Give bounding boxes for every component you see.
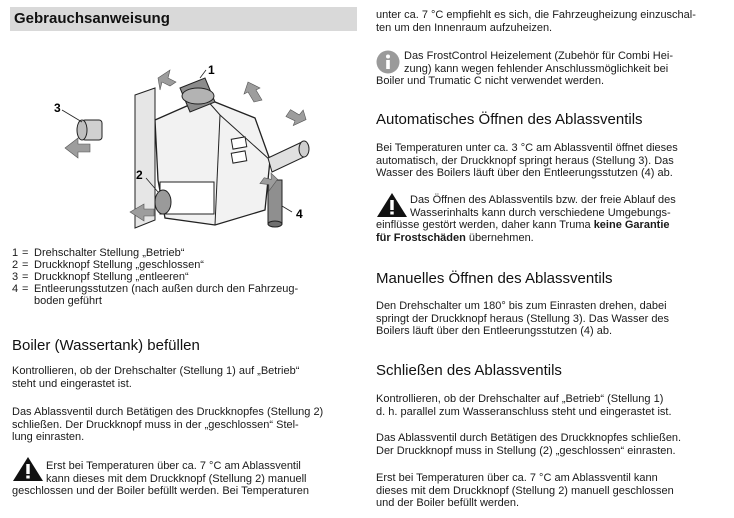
warning-paragraph: Erst bei Temperaturen über ca. 7 °C am Ablassventil kann dieses mit dem Druckknopf (Stellung 2) manuell geschlossen und der Boiler befüllt werden. Bei Temperaturen xyxy=(12,460,309,498)
paragraph: Kontrollieren, ob der Drehschalter (Stellung 1) auf „Betrieb“ steht und eingerastet ist. xyxy=(12,365,300,390)
arrow xyxy=(158,70,176,90)
warning-paragraph: Das Öffnen des Ablassventils bzw. der freie Ablauf des Wasserinhalts kann durch verschiedene Umgebungs- einflüsse gestört werden, daher kann Truma keine Garantie für Frostschäden übernehmen. xyxy=(376,194,676,244)
paragraph: unter ca. 7 °C empfiehlt es sich, die Fahrzeugheizung einzuschal- ten um den Innenraum aufzuheizen. xyxy=(376,9,696,34)
legend-item: 1 = Drehschalter Stellung „Betrieb“ xyxy=(12,247,185,259)
paragraph: Kontrollieren, ob der Drehschalter auf „Betrieb“ (Stellung 1) d. h. parallel zum Wasseranschluss steht und eingerastet ist. xyxy=(376,393,672,418)
paragraph: Bei Temperaturen unter ca. 3 °C am Ablassventil öffnet dieses automatisch, der Druckknopf springt heraus (Stellung 3). Das Wasser des Boilers läuft über den Entleerungsstutzen (4) ab. xyxy=(376,142,678,180)
legend-item: 4 = Entleerungsstutzen (nach außen durch den Fahrzeug- xyxy=(12,283,299,295)
paragraph: Das Ablassventil durch Betätigen des Druckknopfes (Stellung 2) schließen. Der Druckknopf muss in der „geschlossen“ Stel- lung einrasten. xyxy=(12,406,324,444)
paragraph: Erst bei Temperaturen über ca. 7 °C am Ablassventil kann dieses mit dem Druckknopf (Stellung 2) manuell geschlossen und der Boiler befüllt werden. xyxy=(376,472,674,510)
paragraph: Den Drehschalter um 180° bis zum Einrasten drehen, dabei springt der Druckknopf heraus (Stellung 3). Das Wasser des Boilers läuft über den Entleerungsstutzen (4) ab. xyxy=(376,300,670,338)
section-title: Automatisches Öffnen des Ablassventils xyxy=(376,111,643,128)
legend-item-continuation: boden geführt xyxy=(34,295,102,307)
section-title: Schließen des Ablassventils xyxy=(376,362,562,379)
page-title: Gebrauchsanweisung xyxy=(14,10,170,27)
callout-2: 2 xyxy=(136,168,143,182)
section-title: Boiler (Wassertank) befüllen xyxy=(12,337,200,354)
info-paragraph: Das FrostControl Heizelement (Zubehör für Combi Hei- zung) kann wegen fehlender Anschlussmöglichkeit bei Boiler und Trumatic C nicht verwendet werden. xyxy=(376,50,673,88)
callout-1: 1 xyxy=(208,63,215,77)
section-title: Manuelles Öffnen des Ablassventils xyxy=(376,270,613,287)
paragraph: Das Ablassventil durch Betätigen des Druckknopfes schließen. Der Druckknopf muss in Stellung (2) „geschlossen“ einrasten. xyxy=(376,432,682,457)
legend-item: 2 = Druckknopf Stellung „geschlossen“ xyxy=(12,259,204,271)
arrow xyxy=(244,82,262,102)
valve-diagram xyxy=(40,60,340,240)
arrow xyxy=(65,138,90,158)
callout-3: 3 xyxy=(54,101,61,115)
callout-4: 4 xyxy=(296,207,303,221)
push-button xyxy=(155,190,171,214)
arrow xyxy=(284,105,309,129)
legend-item: 3 = Druckknopf Stellung „entleeren“ xyxy=(12,271,189,283)
